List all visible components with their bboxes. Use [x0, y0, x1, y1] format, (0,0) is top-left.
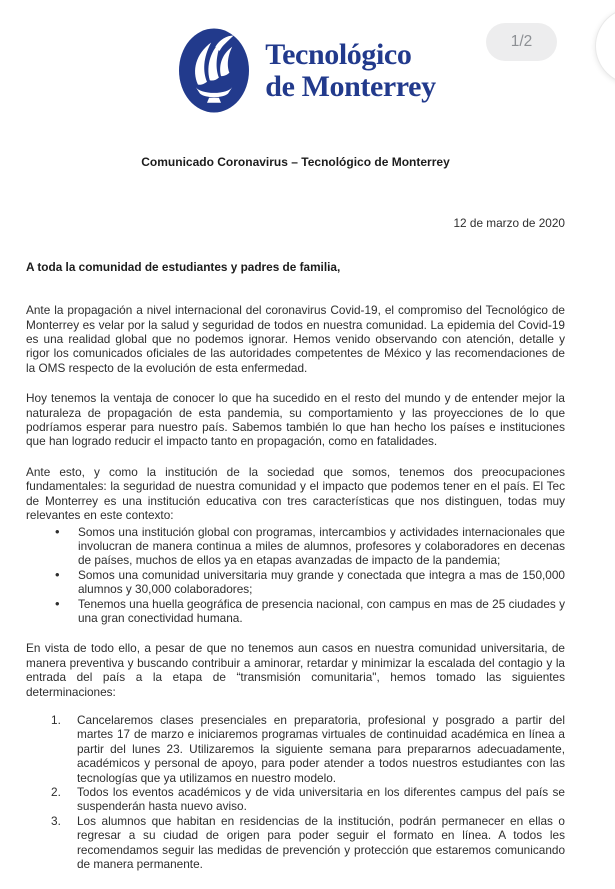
page-indicator-text: 1/2: [510, 33, 533, 50]
list-item: Todos los eventos académicos y de vida universitaria en los diferentes campus del país se suspenderán hasta nuevo aviso.: [77, 785, 565, 814]
paragraph-determinations: En vista de todo ello, a pesar de que no tenemos aun casos en nuestra comunidad universitaria, de manera preventiva y buscando contribuir a aminorar, retardar y minimizar la escalada del contagio y la entrada del país a la etapa de “transmisión comunitaria", hemos tomado las siguientes determinaciones:: [26, 641, 565, 699]
determinations-list: [26, 713, 565, 871]
list-item: Los alumnos que habitan en residencias de la institución, podrán permanecer en ellas o regresar a su ciudad de origen para poder seguir el formato en línea. A todos les recomendamos seguir las medidas de prevención y protección que estaremos comunicando de manera permanente.: [77, 813, 565, 872]
tec-flame-logo-icon: [179, 28, 249, 113]
list-item: • Tenemos una huella geográfica de presencia nacional, con campus en mas de 25 ciudades y una gran conectividad humana.: [26, 597, 565, 626]
list-item: • Somos una institución global con programas, intercambios y actividades internacionales que involucran de manera continua a miles de alumnos, profesores y colaboradores en decenas de países, muchos de ellos ya en etapas avanzadas de impacto de la pandemia;: [26, 525, 565, 568]
document-date: 12 de marzo de 2020: [453, 216, 565, 231]
wordmark-line1: Tecnológico: [265, 37, 412, 71]
paragraph-institution: Ante esto, y como la institución de la sociedad que somos, tenemos dos preocupaciones fundamentales: la seguridad de nuestra comunidad y el impacto que podemos tener en el país. El Tec de Monterrey es una institución educativa con tres características que nos distinguen, todas muy relevantes en este contexto:: [26, 464, 565, 523]
list-item: • Somos una comunidad universitaria muy grande y conectada que integra a mas de 150,000 alumnos y 30,000 colaboradores;: [26, 568, 565, 597]
document-content: [26, 155, 565, 871]
page-indicator-badge: [486, 23, 557, 61]
document-title: Comunicado Coronavirus – Tecnológico de Monterrey: [141, 155, 450, 169]
paragraph-context: Hoy tenemos la ventaja de conocer lo que ha sucedido en el resto del mundo y de entender mejor la naturaleza de propagación de esta pandemia, su comportamiento y las proyecciones de lo que podríamos esperar para nuestro país. Sabemos también lo que han hecho los países e instituciones que han logrado reducir el impacto tanto en propagación, como en fatalidades.: [26, 391, 565, 449]
wordmark-line2: de Monterrey: [265, 69, 436, 103]
document-salutation: A toda la comunidad de estudiantes y padres de familia,: [26, 259, 341, 274]
institution-wordmark: [265, 39, 435, 103]
paragraph-intro: Ante la propagación a nivel internacional del coronavirus Covid-19, el compromiso del Tecnológico de Monterrey es velar por la salud y seguridad de todos en nuestra comunidad. La epidemia del Covid-19 es una realidad global que no podemos ignorar. Hemos venido observando con atención, detalle y rigor los comunicados oficiales de las autoridades competentes de México y las recomendaciones de la OMS respecto de la evolución de esta enfermedad.: [26, 303, 565, 375]
list-item: Cancelaremos clases presenciales en preparatoria, profesional y posgrado a partir del martes 17 de marzo e iniciaremos programas virtuales de continuidad académica en línea a partir del lunes 23. Utilizaremos la siguiente semana para prepararnos adecuadamente, académicos y personal de apoyo, para poder atender a todos nuestros estudiantes con las tecnologías que ya utilizamos en nuestro modelo.: [77, 712, 565, 785]
characteristics-list: [26, 525, 565, 626]
